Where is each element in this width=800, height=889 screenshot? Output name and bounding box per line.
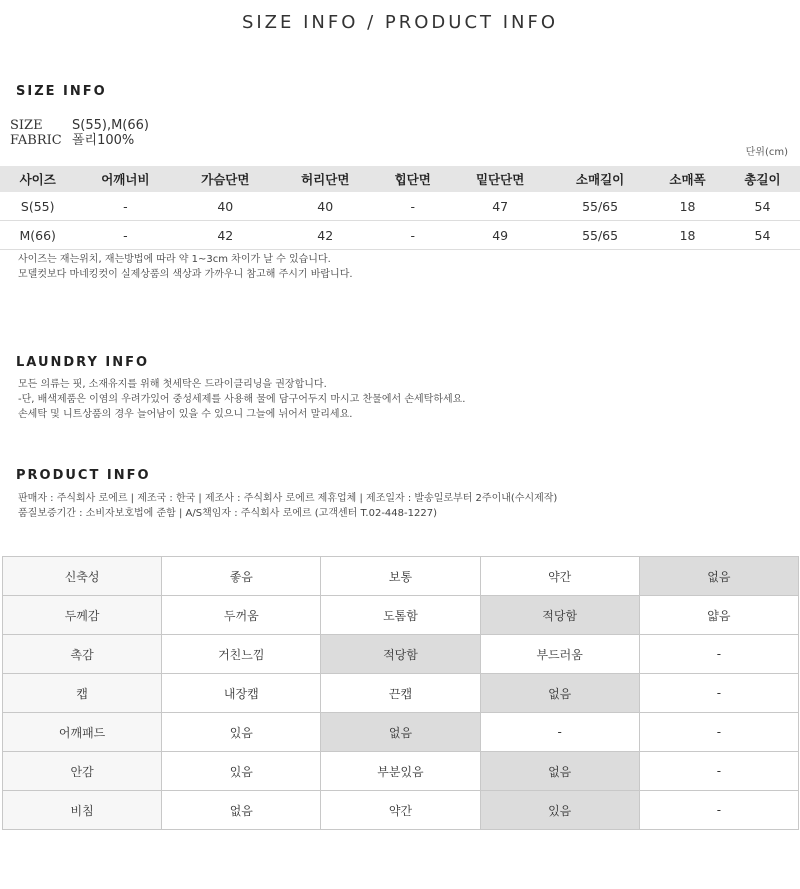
spec-value: 폴리100% [72, 133, 135, 148]
spec-list [10, 118, 149, 148]
size-table [0, 166, 800, 250]
attribute-option: 보통 [321, 557, 480, 596]
product-note-line: 품질보증기간 : 소비자보호법에 준함 | A/S책임자 : 주식회사 로에르 (고객센터 T.02-448-1227) [18, 508, 437, 519]
attribute-row [3, 596, 799, 635]
size-info-heading: SIZE INFO [16, 84, 107, 99]
unit-label: 단위(cm) [745, 147, 788, 158]
size-header-cell: 가슴단면 [175, 166, 275, 192]
size-cell: M(66) [0, 221, 75, 250]
attribute-option: 있음 [162, 713, 321, 752]
spec-key: FABRIC [10, 133, 62, 148]
attribute-label: 신축성 [3, 557, 162, 596]
size-header-cell: 소매폭 [650, 166, 725, 192]
attribute-option: 부드러움 [480, 635, 639, 674]
attribute-option-selected: 없음 [639, 557, 798, 596]
laundry-note-line: -단, 배색제품은 이염의 우려가있어 중성세제를 사용해 물에 담구어두지 마시고 찬물에서 손세탁하세요. [18, 394, 466, 405]
size-cell: 18 [650, 192, 725, 221]
laundry-note-line: 손세탁 및 니트상품의 경우 늘어남이 있을 수 있으니 그늘에 뉘어서 말리세요. [18, 409, 353, 420]
size-header-cell: 허리단면 [275, 166, 375, 192]
laundry-notes [18, 377, 465, 422]
attribute-option: 좋음 [162, 557, 321, 596]
table-row [0, 221, 800, 250]
attribute-row [3, 674, 799, 713]
size-notes [18, 252, 353, 282]
attribute-option-selected: 없음 [480, 752, 639, 791]
attribute-label: 두께감 [3, 596, 162, 635]
size-header-cell: 사이즈 [0, 166, 75, 192]
size-cell: 54 [725, 192, 800, 221]
size-cell: 42 [175, 221, 275, 250]
product-info-heading: PRODUCT INFO [16, 468, 151, 483]
attribute-row [3, 557, 799, 596]
size-cell: 40 [175, 192, 275, 221]
size-cell: - [75, 221, 175, 250]
size-cell: 18 [650, 221, 725, 250]
attribute-option-selected: 적당함 [321, 635, 480, 674]
size-note-line: 사이즈는 재는위치, 재는방법에 따라 약 1~3cm 차이가 날 수 있습니다. [18, 254, 331, 265]
attribute-option: 있음 [162, 752, 321, 791]
attribute-option: 도톰함 [321, 596, 480, 635]
product-note-line: 판매자 : 주식회사 로에르 | 제조국 : 한국 | 제조사 : 주식회사 로에르 제휴업체 | 제조일자 : 발송일로부터 2주이내(수시제작) [18, 493, 558, 504]
attribute-label: 안감 [3, 752, 162, 791]
attribute-option: 끈캡 [321, 674, 480, 713]
size-cell: - [75, 192, 175, 221]
attribute-label: 비침 [3, 791, 162, 830]
size-cell: 49 [450, 221, 550, 250]
attribute-label: 어깨패드 [3, 713, 162, 752]
attribute-option: 얇음 [639, 596, 798, 635]
attribute-option-selected: 없음 [321, 713, 480, 752]
laundry-info-heading: LAUNDRY INFO [16, 355, 150, 370]
table-row [0, 192, 800, 221]
spec-key: SIZE [10, 118, 43, 133]
size-header-cell: 어깨너비 [75, 166, 175, 192]
attribute-option: 부분있음 [321, 752, 480, 791]
attribute-option-selected: 적당함 [480, 596, 639, 635]
size-header-cell: 밑단단면 [450, 166, 550, 192]
attribute-option: - [639, 713, 798, 752]
size-cell: 47 [450, 192, 550, 221]
attribute-option: 약간 [321, 791, 480, 830]
attribute-label: 촉감 [3, 635, 162, 674]
size-header-cell: 총길이 [725, 166, 800, 192]
size-note-line: 모델컷보다 마네킹컷이 실제상품의 색상과 가까우니 참고해 주시기 바랍니다. [18, 269, 353, 280]
attribute-option: - [639, 791, 798, 830]
page-title: SIZE INFO / PRODUCT INFO [241, 12, 559, 33]
size-header-cell: 힙단면 [375, 166, 450, 192]
size-cell: 54 [725, 221, 800, 250]
attribute-option: - [639, 752, 798, 791]
attribute-option-selected: 없음 [480, 674, 639, 713]
size-cell: 40 [275, 192, 375, 221]
attribute-option-selected: 있음 [480, 791, 639, 830]
laundry-note-line: 모든 의류는 핏, 소재유지를 위해 첫세탁은 드라이클리닝을 권장합니다. [18, 379, 327, 390]
attribute-row [3, 713, 799, 752]
spec-row-fabric [10, 133, 149, 148]
size-cell: 42 [275, 221, 375, 250]
spec-row-size [10, 118, 149, 133]
size-cell: - [375, 192, 450, 221]
product-notes [18, 491, 557, 521]
attribute-option: 없음 [162, 791, 321, 830]
size-cell: 55/65 [550, 221, 650, 250]
attribute-label: 캡 [3, 674, 162, 713]
attribute-option: 내장캡 [162, 674, 321, 713]
size-header-cell: 소매길이 [550, 166, 650, 192]
attribute-option: - [639, 674, 798, 713]
spec-value: S(55),M(66) [72, 118, 149, 133]
size-cell: S(55) [0, 192, 75, 221]
size-cell: 55/65 [550, 192, 650, 221]
attribute-option: 두꺼움 [162, 596, 321, 635]
attribute-option: - [639, 635, 798, 674]
attribute-row [3, 635, 799, 674]
size-cell: - [375, 221, 450, 250]
attribute-row [3, 791, 799, 830]
attribute-option: - [480, 713, 639, 752]
attribute-row [3, 752, 799, 791]
size-table-header [0, 166, 800, 192]
attribute-option: 약간 [480, 557, 639, 596]
fabric-attribute-table [2, 556, 799, 830]
attribute-option: 거친느낌 [162, 635, 321, 674]
